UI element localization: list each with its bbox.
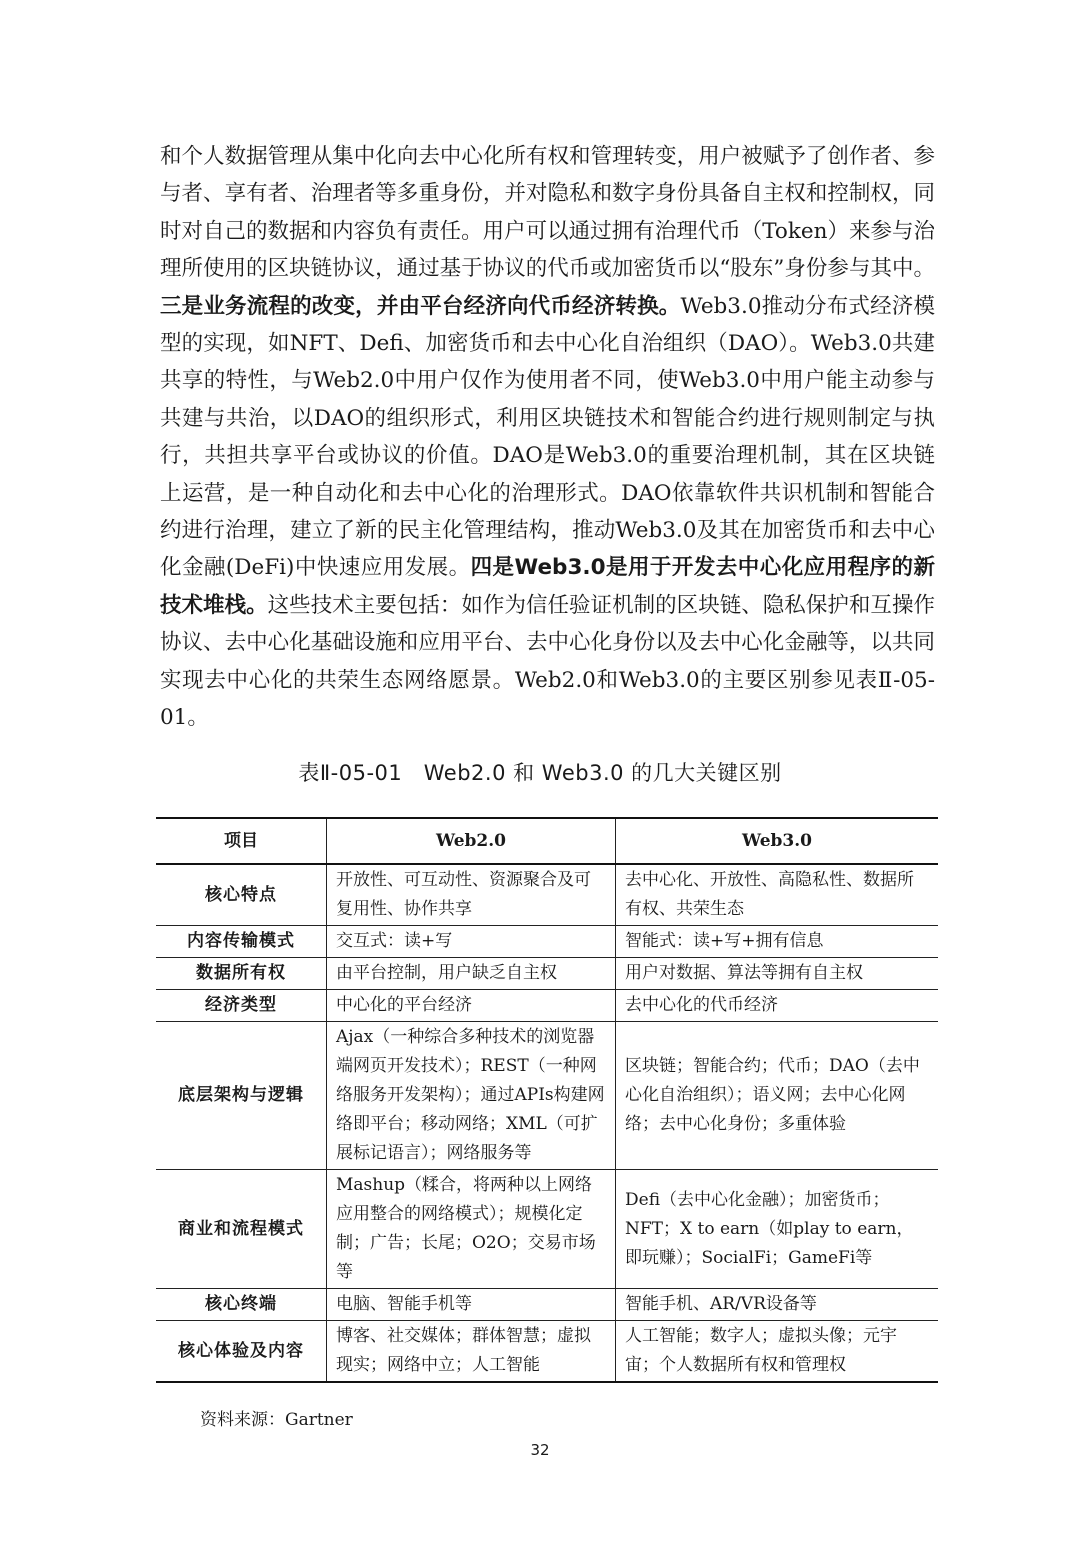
table-row	[156, 958, 938, 990]
comparison-table	[156, 817, 938, 1383]
header-web2: Web2.0	[327, 818, 616, 864]
source-note: 资料来源：Gartner	[200, 1410, 353, 1430]
row-web2: Mashup（糅合，将两种以上网络应用整合的网络模式）；规模化定制；广告；长尾；O2O；交易市场等	[327, 1170, 616, 1289]
body-bold-1: 三是业务流程的改变，并由平台经济向代币经济转换。	[160, 293, 681, 319]
header-web3: Web3.0	[616, 818, 939, 864]
body-bold-2: 四是Web3.0是用于开发去中心化应用程序的新技术堆栈。	[160, 555, 935, 618]
row-web3: 去中心化的代币经济	[616, 990, 939, 1022]
row-web2: 开放性、可互动性、资源聚合及可复用性、协作共享	[327, 864, 616, 926]
table-header-row	[156, 818, 938, 864]
header-item: 项目	[156, 818, 327, 864]
row-web2: 交互式：读+写	[327, 926, 616, 958]
row-item: 核心特点	[156, 864, 327, 926]
body-paragraph	[160, 138, 935, 737]
table-row	[156, 926, 938, 958]
row-web2: 电脑、智能手机等	[327, 1289, 616, 1321]
row-item: 商业和流程模式	[156, 1170, 327, 1289]
row-web3: 区块链；智能合约；代币；DAO（去中心化自治组织）；语义网；去中心化网络；去中心化身份；多重体验	[616, 1022, 939, 1170]
table-row	[156, 864, 938, 926]
row-web3: Defi（去中心化金融）；加密货币；NFT；X to earn（如play to earn，即玩赚）；SocialFi；GameFi等	[616, 1170, 939, 1289]
row-item: 经济类型	[156, 990, 327, 1022]
table-row	[156, 1170, 938, 1289]
page-number: 32	[530, 1441, 550, 1459]
body-text-2: Web3.0推动分布式经济模型的实现，如NFT、Defi、加密货币和去中心化自治组织（DAO）。Web3.0共建共享的特性，与Web2.0中用户仅作为使用者不同，使Web3.0中用户能主动参与共建与共治，以DAO的组织形式，利用区块链技术和智能合约进行规则制定与执行，共担共享平台或协议的价值。DAO是Web3.0的重要治理机制，其在区块链上运营，是一种自动化和去中心化的治理形式。DAO依靠软件共识机制和智能合约进行治理，建立了新的民主化管理结构，推动Web3.0及其在加密货币和去中心化金融(DeFi)中快速应用发展。	[160, 293, 935, 581]
row-web2: 博客、社交媒体；群体智慧；虚拟现实；网络中立；人工智能	[327, 1321, 616, 1383]
row-item: 核心体验及内容	[156, 1321, 327, 1383]
row-web2: 中心化的平台经济	[327, 990, 616, 1022]
table-row	[156, 990, 938, 1022]
row-item: 数据所有权	[156, 958, 327, 990]
row-web3: 用户对数据、算法等拥有自主权	[616, 958, 939, 990]
row-item: 核心终端	[156, 1289, 327, 1321]
row-web2: 由平台控制，用户缺乏自主权	[327, 958, 616, 990]
table-caption: 表Ⅱ-05-01 Web2.0 和 Web3.0 的几大关键区别	[298, 761, 782, 785]
row-web3: 人工智能；数字人；虚拟头像；元宇宙；个人数据所有权和管理权	[616, 1321, 939, 1383]
table-row	[156, 1321, 938, 1383]
table-row	[156, 1289, 938, 1321]
body-text-3: 这些技术主要包括：如作为信任验证机制的区块链、隐私保护和互操作协议、去中心化基础设施和应用平台、去中心化身份以及去中心化金融等，以共同实现去中心化的共荣生态网络愿景。Web2.0和Web3.0的主要区别参见表Ⅱ-05-01。	[160, 592, 935, 731]
row-item: 底层架构与逻辑	[156, 1022, 327, 1170]
row-web3: 智能式：读+写+拥有信息	[616, 926, 939, 958]
row-item: 内容传输模式	[156, 926, 327, 958]
table-row	[156, 1022, 938, 1170]
body-text-1: 和个人数据管理从集中化向去中心化所有权和管理转变，用户被赋予了创作者、参与者、享有者、治理者等多重身份，并对隐私和数字身份具备自主权和控制权，同时对自己的数据和内容负有责任。用户可以通过拥有治理代币（Token）来参与治理所使用的区块链协议，通过基于协议的代币或加密货币以“股东”身份参与其中。	[160, 144, 935, 282]
row-web2: Ajax（一种综合多种技术的浏览器端网页开发技术）；REST（一种网络服务开发架构）；通过APIs构建网络即平台；移动网络；XML（可扩展标记语言）；网络服务等	[327, 1022, 616, 1170]
row-web3: 去中心化、开放性、高隐私性、数据所有权、共荣生态	[616, 864, 939, 926]
row-web3: 智能手机、AR/VR设备等	[616, 1289, 939, 1321]
